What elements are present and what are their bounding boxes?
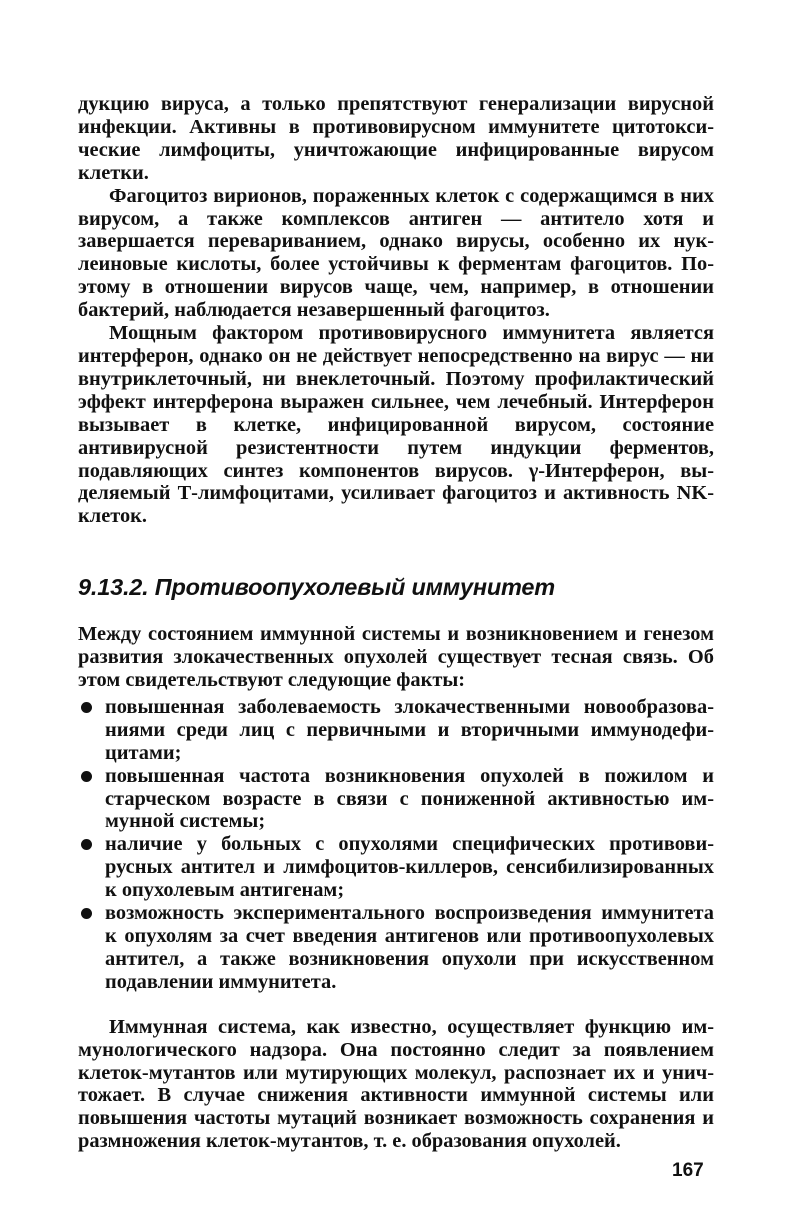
list-item-text: повышенная частота возникновения опухолей в пожилом и старческом возрасте в связи с пониженной активностью иммунной системы; <box>105 764 714 833</box>
paragraph-immune-surveillance: Иммунная система, как известно, осуществляет функцию иммунологического надзора. Она постоянно следит за появлением клеток-мутантов или мутирующих молекул, распознает их и уничтожает. В случае снижения активности иммунной системы или повышения частоты мутаций возникает возможность сохранения и размножения клеток-мутантов, т. е. образования опухолей. <box>78 1015 714 1153</box>
list-item <box>78 902 714 994</box>
facts-list <box>78 696 714 994</box>
bullet-icon <box>81 908 92 919</box>
paragraph-interferon: Мощным фактором противовирусного иммунитета является интерферон, однако он не действует непосредственно на вирус — ни внутриклеточный, ни внеклеточный. Поэтому профилактический эффект интерферона выражен сильнее, чем лечебный. Интерферон вызывает в клетке, инфицированной вирусом, состояние антивирусной резистентности путем индукции ферментов, подавляющих синтез компонентов вирусов. γ-Интерферон, выделяемый Т-лимфоцитами, усиливает фагоцитоз и активность NK-клеток. <box>78 322 714 528</box>
list-item <box>78 696 714 765</box>
list-item-text: повышенная заболеваемость злокачественными новообразованиями среди лиц с первичными и вторичными иммунодефицитами; <box>105 695 714 764</box>
paragraph-phagocytosis: Фагоцитоз вирионов, пораженных клеток с содержащимся в них вирусом, а также комплексов антиген — антитело хотя и завершается перевариванием, однако вирусы, особенно их нуклеиновые кислоты, более устойчивы к ферментам фагоцитов. Поэтому в отношении вирусов чаще, чем, например, в отношении бактерий, наблюдается незавершенный фагоцитоз. <box>78 184 714 322</box>
paragraph-intro: Между состоянием иммунной системы и возникновением и генезом развития злокачественных опухолей существует тесная связь. Об этом свидетельствуют следующие факты: <box>78 623 714 692</box>
bullet-icon <box>81 839 92 850</box>
list-item <box>78 765 714 834</box>
bullet-icon <box>81 771 92 782</box>
page-body <box>78 93 714 1153</box>
list-item <box>78 833 714 902</box>
page-number: 167 <box>672 1160 704 1181</box>
list-item-text: возможность экспериментального воспроизведения иммунитета к опухолям за счет введения антигенов или противоопухолевых антител, а также возникновения опухоли при искусственном подавлении иммунитета. <box>105 902 714 993</box>
bullet-icon <box>81 702 92 713</box>
section-heading: 9.13.2. Противоопухолевый иммунитет <box>78 574 555 601</box>
paragraph-continuation: дукцию вируса, а только препятствуют генерализации вирусной инфекции. Активны в противовирусном иммунитете цитотоксические лимфоциты, уничтожающие инфицированные вирусом клетки. <box>78 93 714 184</box>
list-item-text: наличие у больных с опухолями специфических противовирусных антител и лимфоцитов-киллеров, сенсибилизированных к опухолевым антигенам; <box>105 833 714 902</box>
